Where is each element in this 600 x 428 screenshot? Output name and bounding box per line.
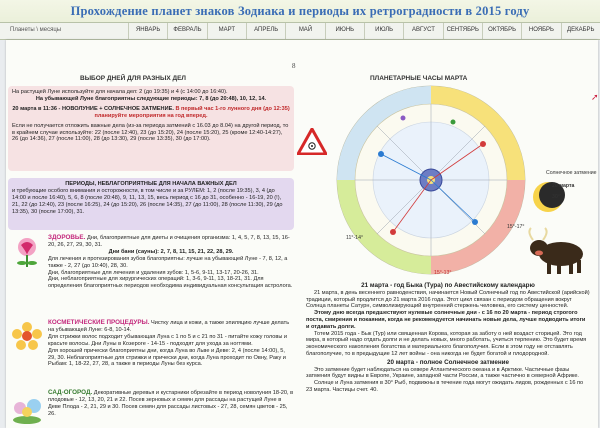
- eclipse-label: Солнечное затмение: [546, 170, 597, 176]
- unfavorable-text: и требующие особого внимания и осторожности, в том числе и за РУЛЕМ: 1, 2 (после 19:35), 3, 4 (до 14:00 и после 16:40), 5, 6, 8 (после 20:48), 9, 11, 13, 15, весь период с 16 до 31, особенно - 16-19, 20 (!), 21, 22 (до 12:40), 23 (после 16:25), 24 (до 15:20), 26 (после 14:35), 27 (до 11:00), 28 (после 11:30), 29 (до 13:35), 30 (после 17:00), 31.: [12, 187, 283, 215]
- month-nov: НОЯБРЬ: [521, 23, 560, 39]
- degree-label-1: 11°-14°: [346, 235, 364, 241]
- months-table-header: [0, 22, 600, 40]
- left-heading: ВЫБОР ДНЕЙ ДЛЯ РАЗНЫХ ДЕЛ: [80, 75, 186, 82]
- garden-section: [48, 390, 294, 418]
- heart-flower-icon: [10, 235, 44, 271]
- eclipse-date-label: 20 марта: [552, 183, 575, 189]
- garden-title: САД-ОГОРОД.: [48, 389, 93, 396]
- cosmetic-section: [48, 320, 294, 368]
- page-number: 8: [292, 62, 296, 70]
- planetary-wheel: [333, 82, 529, 278]
- month-jul: ИЮЛЬ: [364, 23, 403, 39]
- month-mar: МАРТ: [207, 23, 246, 39]
- month-may: МАЙ: [285, 23, 324, 39]
- cosmetic-style-text: Для хорошей прически благоприятны дни, когда Луна во Льве и Деве: 2, 4 (после 14:00), 5, 29, 30. Неблагоприятные для стрижки и прически дни, когда Луна проходит по Овну, Раку и Рыбам: 1, 18-22, 27, 28, а также в периоды Луны без курса.: [48, 347, 286, 368]
- cosmetic-title: КОСМЕТИЧЕСКИЕ ПРОЦЕДУРЫ.: [48, 319, 150, 326]
- health-teeth-text: Для лечения и протезирования зубов благоприятны: лучше на убывающей Луне - 7, 8, 12, а также - 2, 27 (до 10:40), 28, 30.: [48, 255, 288, 269]
- eclipse-degree-label: 30°': [552, 194, 561, 200]
- health-title: ЗДОРОВЬЕ.: [48, 234, 86, 241]
- degree-label-2: 15°-13°: [434, 270, 452, 276]
- arrow-right-icon: ➚: [591, 92, 599, 102]
- avestan-paragraph-3: Тотем 2015 года - Бык (Тур) или священная Корова, которая за заботу о ней воздаст сторицей. Это год мира, в который надо отдать долги и не делать новых, много работать, учиться терпению. Это будет время экономического накопления богатства и материального благополучия. Если в этом году не отставлять благополучие, то в предыдущие 12 лет войны - она никогда не будет богатой и плодородной.: [306, 330, 587, 357]
- eclipse-date-text: [8, 106, 294, 120]
- cosmetic-face-text: Чистку лица и кожи, а также эпиляцию лучше делать на убывающей Луне: 6-8, 10-14.: [48, 320, 290, 333]
- health-diet-text: Дни, благоприятные для диеты и очищения организма: 1, 4, 5, 7, 8, 13, 15, 16-20, 26, 27, 29, 30, 31.: [48, 235, 290, 248]
- cosmetic-hair-text: Для стрижки волос подходит убывающая Луна с 1 по 5 и с 21 по 31 - питайте кожу головы и красьте волосы. Дни Луны в Козероге - 14-15 - подходят для ухода за ногтями.: [48, 333, 288, 347]
- health-section: [48, 235, 294, 290]
- bull-icon: [525, 226, 589, 276]
- health-surgery-text: Дни, неблагоприятные для хирургических операций: 1, 3-6, 9-11, 13, 18-21, 31. Для определения благоприятных периодов необходима индивидуальная консультация астролога.: [48, 276, 293, 290]
- warning-sign-icon: [297, 128, 327, 155]
- month-sep: СЕНТЯБРЬ: [443, 23, 482, 39]
- month-dec: ДЕКАБРЬ: [561, 23, 600, 39]
- banner-title: Прохождение планет знаков Зодиака и периоды их ретроградности в 2015 году: [70, 4, 530, 18]
- month-oct: ОКТЯБРЬ: [482, 23, 521, 39]
- planets-months-label: Планеты \ месяцы: [10, 27, 62, 33]
- garden-icon: [10, 390, 44, 426]
- month-aug: АВГУСТ: [403, 23, 442, 39]
- avestan-paragraph-1: 21 марта, в день весеннего равноденствия, начинается Новый Солнечный год по Авестийской (арийской) традиции, который продлится до 21 марта 2016 года. Этот цикл связан с периодом обращения вокруг Солнца планеты Сатурн, символизирующий внутренний стержень человека, его систему ценностей.: [306, 289, 590, 310]
- garden-text: Декоративные деревья и кустарники обрезайте в период новолуния 18-20, в плодовые - 12, 13, 20, 21 и 22. Посев зерновых и семян для рассады на растущей Луне в Деве Плода - 2, 21, 29 и 30. Посев семян для рассады листовых - 27, 28, семян цветов - 25, 26.: [48, 390, 294, 417]
- waning-moon-text: На убывающей Луне благоприятны следующие периоды: 7, 8 (до 20:48), 10, 12, 14.: [35, 95, 267, 102]
- month-jun: ИЮНЬ: [325, 23, 364, 39]
- month-feb: ФЕВРАЛЬ: [167, 23, 206, 39]
- degree-label-3: 15°-17°: [507, 224, 525, 230]
- health-bath-text: Дни бани (сауны): 2, 7, 8, 11, 15, 21, 22, 28, 29.: [108, 248, 234, 255]
- eclipse-paragraph-1: Это затмение будет наблюдаться на севере Атлантического океана и в Арктике. Частичные фазы затмения будут видны в Европе, Украине, западной части России, а также частично в северной Африке.: [306, 366, 579, 380]
- eclipse-paragraph-2: Солнце и Луна затмения в 30° Рыб, подвижны в течение года могут ожидать лидов, рожденных с 16 по 23 марта. Частицы счет. 40.: [306, 380, 584, 393]
- eclipse-period-text: Если не получается отложить важные дела (из-за периода затмений с 16.03 до 8.04) на другой период, то в крайнем случае используйте: 22 (после 12:40), 23 (до 15:20), 24 (после 15:20), 25 (кроме 12:40-14:27), 26 (до 14:36), 27 (после 11:00), 28 (до 13:30), 29 (после 13:35), 30 (до 17:00).: [12, 122, 289, 143]
- month-jan: ЯНВАРЬ: [128, 23, 167, 39]
- eclipse-title: 20 марта - полное Солнечное затмение: [386, 358, 510, 366]
- unfavorable-periods-box: [8, 178, 294, 230]
- unfavorable-title: ПЕРИОДЫ, НЕБЛАГОПРИЯТНЫЕ ДЛЯ НАЧАЛА ВАЖНЫХ ДЕЛ: [65, 181, 237, 187]
- calendar-caption: [306, 283, 590, 394]
- favorable-days-box: [8, 86, 294, 171]
- avestan-paragraph-2: Этому дню всегда предшествуют нулевые солнечные дни - с 16 по 20 марта - период строгого поста, смирения и покаяния, когда не рекомендуется начинать новые дела, лучше подводить итоги и отдавать долги.: [306, 310, 586, 330]
- health-extract-text: Дни, благоприятные для лечения и удаления зубов: 1, 5-6, 9-11, 13-17, 20-26, 31.: [48, 269, 259, 276]
- eclipse-bold: 20 марта в 11:36 - НОВОЛУНИЕ + СОЛНЕЧНОЕ ЗАТМЕНИЕ.: [12, 105, 174, 112]
- eclipse-red-note: В первый час 1-го лунного дня (до 12:35) планируйте мероприятия на год вперед.: [94, 105, 290, 119]
- month-apr: АПРЕЛЬ: [246, 23, 285, 39]
- growing-moon-text: На растущей Луне используйте для начала дел: 2 (до 19:35) и 4 (с 14:00 до 16:40).: [12, 89, 228, 95]
- avestan-title: 21 марта - год Быка (Тура) по Авестийскому календарю: [361, 282, 535, 289]
- right-heading: ПЛАНЕТАРНЫЕ ЧАСЫ МАРТА: [370, 75, 468, 82]
- flower-icon: [10, 320, 44, 356]
